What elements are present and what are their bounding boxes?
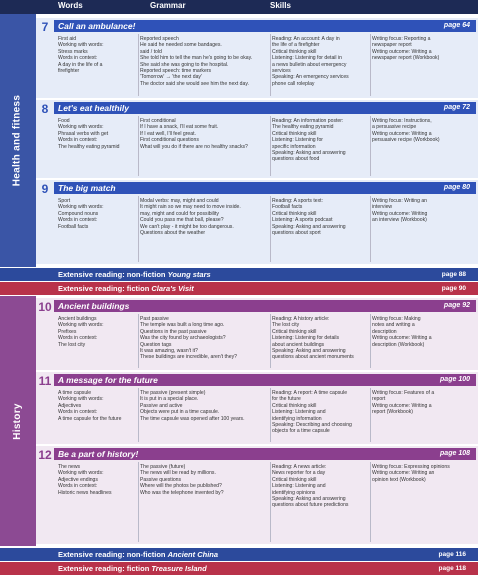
cell-line: Reported speech: time markers (140, 68, 212, 75)
unit-title-bar (54, 374, 476, 386)
unit-title-bar (54, 300, 476, 312)
cell-line: services (272, 68, 291, 75)
cell-line: Writing outcome: Writing a (372, 48, 432, 55)
cell-line: Speaking: An emergency services (272, 74, 349, 81)
cell-line: phone call roleplay (272, 80, 315, 87)
unit-grammar-cell (140, 36, 270, 96)
cell-line: questions about future predictions (272, 502, 349, 509)
cell-line: Critical thinking skill (272, 48, 317, 55)
cell-line: Ancient buildings (58, 316, 97, 322)
unit-page: page 80 (443, 184, 470, 191)
column-divider (138, 34, 139, 96)
cell-line: Working with words: (58, 396, 104, 403)
cell-line: Words in context: (58, 409, 98, 416)
unit-number: 12 (38, 448, 52, 462)
extensive-reading-row (0, 268, 478, 281)
cell-line: persuasive recipe (Workbook) (372, 137, 440, 144)
cell-line: A time capsule for the future (58, 415, 122, 422)
unit-grammar-cell (140, 198, 270, 262)
cell-line: Football facts (58, 223, 89, 230)
cell-line: Writing focus: Expressing opinions (372, 464, 450, 470)
cell-line: Historic news headlines (58, 489, 112, 496)
cell-line: identifying information (272, 415, 322, 422)
cell-line: Listening: Listening for details (272, 335, 340, 342)
cell-line: She told him to tell the man he's going to be okay. (140, 55, 253, 62)
cell-line: newspaper report (Workbook) (372, 55, 440, 62)
unit-grammar-cell (140, 390, 270, 442)
cell-line: Writing outcome: Writing a (372, 335, 432, 342)
cell-line: Passive questions (140, 476, 182, 483)
unit-title: Call an ambulance! (58, 21, 136, 31)
unit-grammar-cell (140, 316, 270, 368)
extensive-reading-title: Ancient China (167, 550, 219, 559)
header-words: Words (58, 1, 83, 10)
cell-line: Writing focus: Reporting a (372, 36, 431, 42)
extensive-reading-title: Clara's Visit (151, 284, 194, 293)
cell-line: The news will be read by millions. (140, 470, 216, 477)
cell-line: Speaking: Asking and answering (272, 150, 346, 157)
cell-line: Reading: A news article: (272, 464, 327, 470)
cell-line: Writing outcome: Writing a (372, 402, 432, 409)
cell-line: description (372, 328, 397, 335)
cell-line: a news bulletin about emergency (272, 61, 347, 68)
cell-line: First conditional (140, 118, 176, 124)
cell-line: about ancient buildings (272, 341, 325, 348)
cell-line: description (Workbook) (372, 341, 425, 348)
cell-line: Questions about the weather (140, 230, 206, 237)
unit-words-cell (58, 464, 138, 542)
unit-title: Ancient buildings (58, 301, 130, 311)
cell-line: newspaper report (372, 42, 412, 49)
unit-title: The big match (58, 183, 116, 193)
extensive-reading-prefix: Extensive reading: fiction (58, 564, 152, 573)
column-divider (138, 314, 139, 368)
column-divider (270, 196, 271, 262)
unit-skills-cell (272, 118, 370, 176)
cell-line: He said he needed some bandages. (140, 42, 222, 49)
unit-title-bar (54, 20, 476, 32)
cell-line: Modal verbs: may, might and could (140, 198, 219, 204)
cell-line: Writing focus: Making (372, 316, 421, 322)
cell-line: specific information (272, 143, 316, 150)
header-grammar: Grammar (150, 1, 186, 10)
cell-line: Speaking: Asking and answering (272, 348, 346, 355)
cell-line: Food (58, 118, 70, 124)
section-health-and-fitness (0, 14, 478, 267)
cell-line: The news (58, 464, 81, 470)
unit-skills-cell (272, 464, 370, 542)
unit-row (36, 100, 478, 178)
unit-title-bar (54, 448, 476, 460)
cell-line: The temple was built a long time ago. (140, 322, 225, 329)
cell-line: Reading: A history article: (272, 316, 330, 322)
unit-words-cell (58, 36, 138, 96)
column-divider (370, 196, 371, 262)
cell-line: Writing outcome: Writing a (372, 130, 432, 137)
extensive-reading-prefix: Extensive reading: non-fiction (58, 270, 168, 279)
cell-line: Working with words: (58, 470, 104, 477)
extensive-reading-page: page 118 (438, 565, 466, 572)
cell-line: It is put in a special place. (140, 396, 199, 403)
cell-line: Phrasal verbs with get (58, 130, 109, 137)
unit-row (36, 372, 478, 444)
cell-line: Working with words: (58, 42, 104, 49)
table-header (0, 0, 478, 14)
section-label-history: History (11, 402, 23, 440)
cell-line: Writing outcome: Writing an (372, 470, 435, 477)
cell-line: report (372, 396, 386, 403)
cell-line: notes and writing a (372, 322, 415, 329)
cell-line: Reading: An account: A day in (272, 36, 340, 42)
cell-line: It was amazing, wasn't it? (140, 348, 198, 355)
unit-writing-cell (372, 36, 474, 96)
cell-line: opinion text (Workbook) (372, 476, 426, 483)
extensive-reading-prefix: Extensive reading: fiction (58, 284, 152, 293)
cell-line: These buildings are incredible, aren't they? (140, 354, 237, 361)
cell-line: Listening: Listening and (272, 483, 326, 490)
cell-line: identifying opinions (272, 489, 316, 496)
cell-line: Questions in the past passive (140, 328, 207, 335)
cell-line: The lost city (58, 341, 86, 348)
cell-line: Prefixes (58, 328, 77, 335)
extensive-reading-row (0, 548, 478, 561)
column-divider (270, 314, 271, 368)
cell-line: Critical thinking skill (272, 402, 317, 409)
column-divider (370, 388, 371, 442)
cell-line: Words in context: (58, 483, 98, 490)
cell-line: The doctor said she would see him the next day. (140, 80, 249, 87)
cell-line: objects for a time capsule (272, 428, 330, 435)
unit-title: Let's eat healthily (58, 103, 129, 113)
cell-line: Listening: Listening for (272, 137, 323, 144)
extensive-reading-row (0, 562, 478, 575)
cell-line: Reported speech (140, 36, 179, 42)
cell-line: Listening: Listening for detail in (272, 55, 342, 62)
cell-line: Who was the telephone invented by? (140, 489, 224, 496)
cell-line: Adjectives (58, 402, 82, 409)
unit-writing-cell (372, 390, 474, 442)
unit-grammar-cell (140, 464, 270, 542)
cell-line: The lost city (272, 322, 300, 329)
cell-line: Listening: A sports podcast (272, 217, 333, 224)
unit-number: 11 (38, 374, 52, 388)
column-divider (270, 462, 271, 542)
cell-line: Reading: A report: A time capsule (272, 390, 348, 396)
unit-page: page 92 (443, 302, 470, 309)
column-divider (370, 34, 371, 96)
unit-skills-cell (272, 198, 370, 262)
cell-line: If I eat well, I'll feel great. (140, 130, 196, 137)
unit-row (36, 298, 478, 370)
cell-line: Past passive (140, 316, 169, 322)
cell-line: Critical thinking skill (272, 476, 317, 483)
cell-line: Working with words: (58, 204, 104, 211)
cell-line: Passive and active (140, 402, 183, 409)
cell-line: Critical thinking skill (272, 328, 317, 335)
cell-line: Writing outcome: Writing (372, 210, 428, 217)
cell-line: Adjective endings (58, 476, 98, 483)
section-side-history (0, 296, 36, 546)
cell-line: Stress marks (58, 48, 88, 55)
column-divider (138, 196, 139, 262)
cell-line: News reporter for a day (272, 470, 326, 477)
unit-writing-cell (372, 464, 474, 542)
unit-title-bar (54, 102, 476, 114)
cell-line: Working with words: (58, 124, 104, 131)
cell-line: Writing focus: Features of a (372, 390, 435, 396)
cell-line: Where will the photos be published? (140, 483, 222, 490)
cell-line: may, might and could for possibility (140, 210, 219, 217)
unit-grammar-cell (140, 118, 270, 176)
cell-line: Working with words: (58, 322, 104, 329)
cell-line: questions about ancient monuments (272, 354, 354, 361)
cell-line: Reading: A sports text: (272, 198, 323, 204)
unit-number: 7 (41, 20, 49, 34)
column-divider (270, 388, 271, 442)
cell-line: an interview (Workbook) (372, 217, 427, 224)
cell-line: The passive (future) (140, 464, 186, 470)
unit-title: A message for the future (58, 375, 158, 385)
cell-line: Speaking: Describing and choosing (272, 422, 352, 429)
cell-line: It might rain so we may need to move inside. (140, 204, 241, 211)
unit-row (36, 446, 478, 544)
cell-line: said / told (140, 48, 162, 55)
unit-words-cell (58, 118, 138, 176)
cell-line: questions about food (272, 156, 320, 163)
cell-line: Words in context: (58, 335, 98, 342)
cell-line: If I have a snack, I'll eat some fruit. (140, 124, 219, 131)
cell-line: Football facts (272, 204, 303, 211)
cell-line: Sport (58, 198, 71, 204)
column-divider (370, 116, 371, 176)
unit-writing-cell (372, 118, 474, 176)
unit-skills-cell (272, 390, 370, 442)
column-divider (138, 388, 139, 442)
unit-skills-cell (272, 316, 370, 368)
unit-row (36, 18, 478, 98)
unit-page: page 64 (443, 22, 470, 29)
section-history (0, 296, 478, 546)
section-label-health: Health and fitness (11, 94, 23, 187)
extensive-reading-title: Treasure Island (151, 564, 207, 573)
cell-line: Speaking: Asking and answering (272, 223, 346, 230)
extensive-reading-page: page 116 (438, 551, 466, 558)
cell-line: Question tags (140, 341, 172, 348)
extensive-reading-title: Young stars (167, 270, 211, 279)
cell-line: The passive (present simple) (140, 390, 206, 396)
cell-line: The time capsule was opened after 100 years. (140, 415, 245, 422)
section-side-health (0, 14, 36, 267)
cell-line: report (Workbook) (372, 409, 413, 416)
unit-writing-cell (372, 198, 474, 262)
cell-line: A day in the life of a (58, 61, 103, 68)
column-divider (138, 116, 139, 176)
extensive-reading-row (0, 282, 478, 295)
column-divider (370, 462, 371, 542)
cell-line: Reading: An information poster: (272, 118, 344, 124)
cell-line: a persuasive recipe (372, 124, 417, 131)
cell-line: Writing focus: Writing an (372, 198, 428, 204)
column-divider (270, 116, 271, 176)
cell-line: Was the city found by archaeologists? (140, 335, 226, 342)
cell-line: Words in context: (58, 217, 98, 224)
cell-line: Critical thinking skill (272, 210, 317, 217)
cell-line: 'Tomorrow' → 'the next day' (140, 74, 202, 81)
cell-line: Speaking: Asking and answering (272, 496, 346, 503)
unit-words-cell (58, 390, 138, 442)
cell-line: First conditional questions (140, 137, 199, 144)
cell-line: Writing focus: Instructions, (372, 118, 432, 124)
extensive-reading-page: page 90 (441, 285, 466, 292)
header-skills: Skills (270, 1, 291, 10)
unit-title: Be a part of history! (58, 449, 139, 459)
cell-line: for the future (272, 396, 301, 403)
cell-line: Could you pass me that ball, please? (140, 217, 224, 224)
cell-line: questions about sport (272, 230, 321, 237)
cell-line: We can't play - it might be too dangerous. (140, 223, 234, 230)
cell-line: A time capsule (58, 390, 92, 396)
unit-skills-cell (272, 36, 370, 96)
cell-line: Compound nouns (58, 210, 99, 217)
cell-line: Critical thinking skill (272, 130, 317, 137)
unit-page: page 72 (443, 104, 470, 111)
unit-number: 10 (38, 300, 52, 314)
cell-line: Objects were put in a time capsule. (140, 409, 220, 416)
unit-words-cell (58, 316, 138, 368)
cell-line: interview (372, 204, 393, 211)
cell-line: The healthy eating pyramid (58, 143, 120, 150)
cell-line: She said she was going to the hospital. (140, 61, 229, 68)
column-divider (270, 34, 271, 96)
unit-page: page 100 (440, 376, 470, 383)
cell-line: Words in context: (58, 137, 98, 144)
unit-row (36, 180, 478, 264)
extensive-reading-prefix: Extensive reading: non-fiction (58, 550, 168, 559)
cell-line: firefighter (58, 68, 80, 75)
cell-line: the life of a firefighter (272, 42, 320, 49)
cell-line: Listening: Listening and (272, 409, 326, 416)
unit-number: 8 (41, 102, 49, 116)
cell-line: First aid (58, 36, 77, 42)
unit-writing-cell (372, 316, 474, 368)
column-divider (138, 462, 139, 542)
cell-line: Words in context: (58, 55, 98, 62)
column-divider (370, 314, 371, 368)
unit-words-cell (58, 198, 138, 262)
cell-line: What will you do if there are no healthy snacks? (140, 143, 248, 150)
unit-number: 9 (41, 182, 49, 196)
cell-line: The healthy eating pyramid (272, 124, 334, 131)
extensive-reading-page: page 88 (441, 271, 466, 278)
unit-page: page 108 (440, 450, 470, 457)
unit-title-bar (54, 182, 476, 194)
